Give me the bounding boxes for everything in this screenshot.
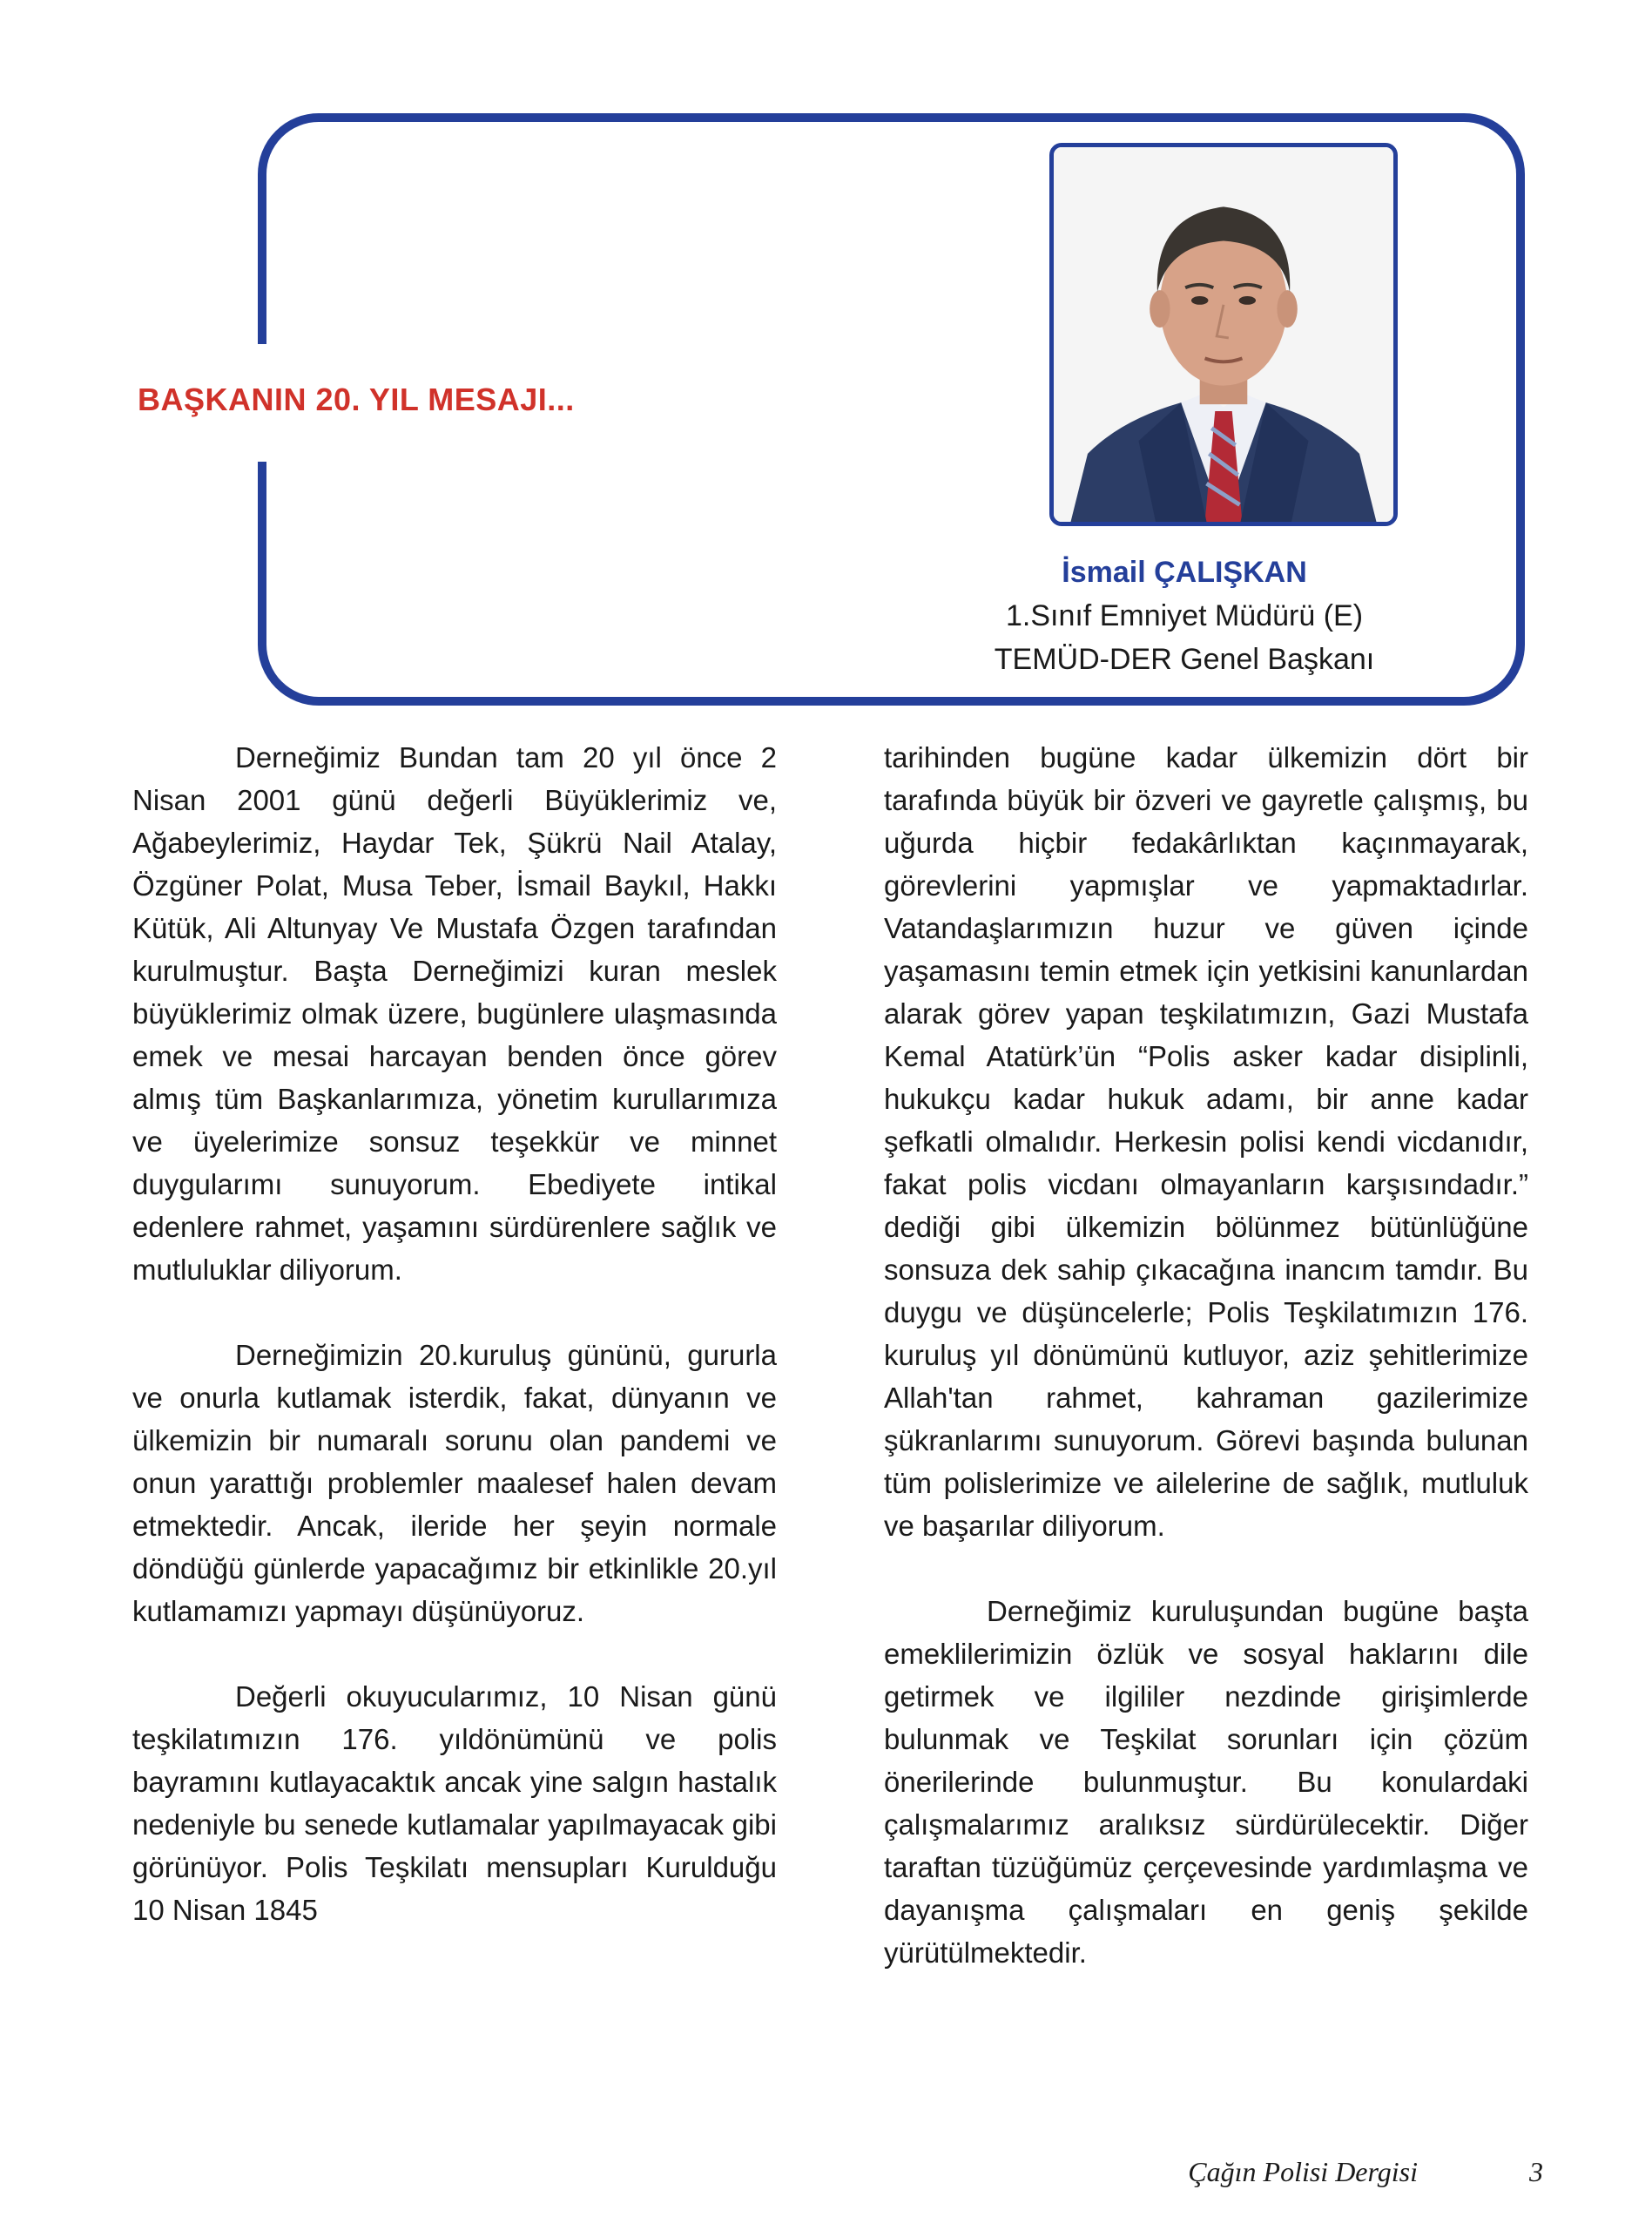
page-title: BAŞKANIN 20. YIL MESAJI... xyxy=(138,382,575,417)
paragraph: tarihinden bugüne kadar ülkemizin dört bir tarafında büyük bir özveri ve gayretle çalışmış, bu uğurda hiçbir fedakârlıktan kaçınmayarak, görevlerini yapmışlar ve yapmaktadırlar. Vatandaşlarımızın huzur ve güven içinde yaşamasını temin etmek için yetkisini kanunlardan alarak görev yapan teşkilatımızın, Gazi Mustafa Kemal Atatürk’ün “Polis asker kadar disiplinli, hukukçu kadar hukuk adamı, bir anne kadar şefkatli olmalıdır. Herkesin polisi kendi vicdanıdır, fakat polis vicdanı olmayanların karşısındadır.” dediği gibi ülkemizin bölünmez bütünlüğüne sonsuza dek sahip çıkacağına inancım tamdır. Bu duygu ve düşüncelerle; Polis Teşkilatımızın 176. kuruluş yıl dönümünü kutluyor, aziz şehitlerimize Allah'tan rahmet, kahraman gazilerimize şükranlarımı sunuyorum. Görevi başında bulunan tüm polislerimize ve ailelerine de sağlık, mutluluk ve başarılar diliyorum. xyxy=(884,741,1528,1542)
author-rank: 1.Sınıf Emniyet Müdürü (E) xyxy=(1005,599,1364,632)
portrait-illustration xyxy=(1054,147,1393,522)
paragraph: Derneğimizin 20.kuruluş gününü, gururla ve onurla kutlamak isterdik, fakat, dünyanın ve ülkemizin bir numaralı sorunu olan pandemi ve onun yarattığı problemler maalesef halen devam etmektedir. Ancak, ileride her şeyin normale döndüğü günlerde yapacağımız bir etkinlikle 20.yıl kutlamamızı yapmayı düşünüyoruz. xyxy=(132,1339,777,1627)
portrait-photo xyxy=(1049,143,1398,526)
journal-name: Çağın Polisi Dergisi xyxy=(1188,2156,1418,2187)
left-column xyxy=(132,736,777,1931)
author-position: TEMÜD-DER Genel Başkanı xyxy=(994,643,1375,676)
paragraph: Değerli okuyucularımız, 10 Nisan günü teşkilatımızın 176. yıldönümünü ve polis bayramını kutlayacaktık ancak yine salgın hastalık nedeniyle bu senede kutlamalar yapılmayacak gibi görünüyor. Polis Teşkilatı mensupları Kurulduğu 10 Nisan 1845 xyxy=(132,1680,777,1926)
author-name: İsmail ÇALIŞKAN xyxy=(1062,556,1307,589)
paragraph: Derneğimiz kuruluşundan bugüne başta emeklilerimizin özlük ve sosyal haklarını dile getirmek ve ilgililer nezdinde girişimlerde bulunmak ve Teşkilat sorunları için çözüm önerilerinde bulunmuştur. Bu konulardaki çalışmalarımız aralıksız sürdürülecektir. Diğer taraftan tüzüğümüz çerçevesinde yardımlaşma ve dayanışma çalışmaları en geniş şekilde yürütülmektedir. xyxy=(884,1595,1528,1969)
author-block xyxy=(949,551,1419,681)
page-footer xyxy=(1188,2156,1543,2188)
paragraph: Derneğimiz Bundan tam 20 yıl önce 2 Nisan 2001 günü değerli Büyüklerimiz ve, Ağabeylerimiz, Haydar Tek, Şükrü Nail Atalay, Özgüner Polat, Musa Teber, İsmail Baykıl, Hakkı Kütük, Ali Altunyay Ve Mustafa Özgen tarafından kurulmuştur. Başta Derneğimizi kuran meslek büyüklerimiz olmak üzere, bugünlere ulaşmasında emek ve mesai harcayan benden önce görev almış tüm Başkanlarımıza, yönetim kurullarımıza ve üyelerimize sonsuz teşekkür ve minnet duygularımı sunuyorum. Ebediyete intikal edenlere rahmet, yaşamını sürdürenlere sağlık ve mutluluklar diliyorum. xyxy=(132,741,777,1286)
page-number: 3 xyxy=(1529,2156,1543,2187)
right-column xyxy=(884,736,1528,1974)
